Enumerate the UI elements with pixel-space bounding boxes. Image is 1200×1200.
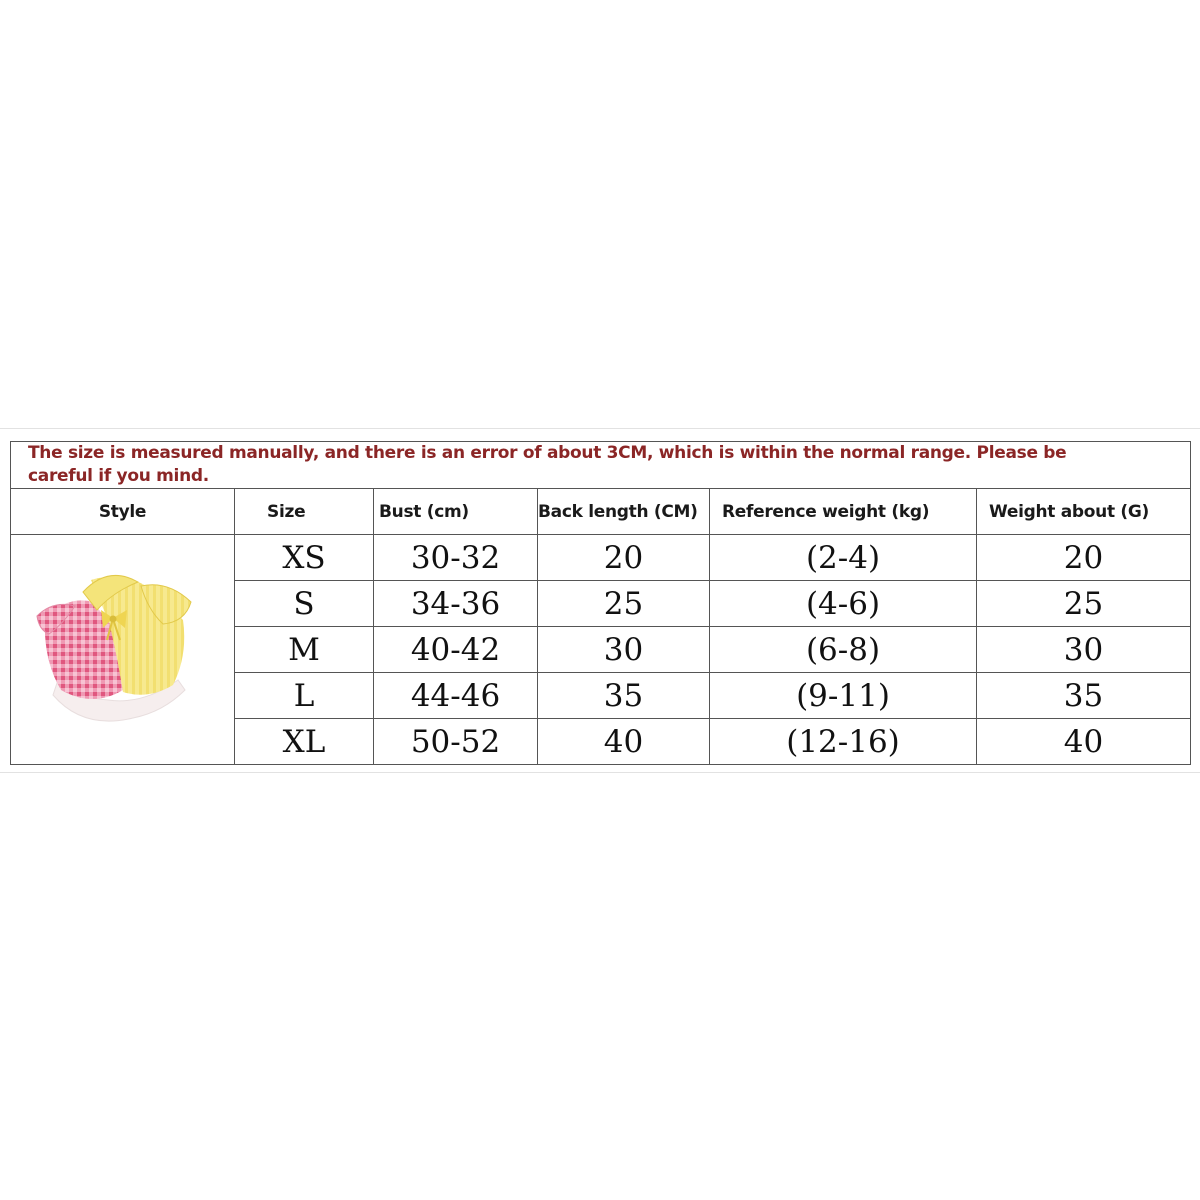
cell-weight: 30	[977, 627, 1191, 673]
header-row	[11, 489, 1191, 535]
cell-reference-weight: (6-8)	[710, 627, 977, 673]
cell-bust: 50-52	[374, 719, 538, 765]
column-header-size	[235, 489, 374, 535]
cell-size: L	[235, 673, 374, 719]
size-notice-text: The size is measured manually, and there is an error of about 3CM, which is within the normal range. Please be careful if you mind.	[28, 443, 1067, 486]
column-header-reference-weight-label: Reference weight (kg)	[722, 501, 930, 522]
column-header-bust-label: Bust (cm)	[379, 501, 469, 522]
column-header-back-length-label: Back length (CM)	[538, 501, 698, 522]
table-row	[11, 535, 1191, 581]
cell-back-length: 30	[538, 627, 710, 673]
cell-reference-weight: (12-16)	[710, 719, 977, 765]
dress-illustration	[13, 540, 233, 760]
cell-weight: 40	[977, 719, 1191, 765]
cell-bust: 34-36	[374, 581, 538, 627]
cell-back-length: 35	[538, 673, 710, 719]
cell-size: XS	[235, 535, 374, 581]
column-header-weight	[977, 489, 1191, 535]
grid-line	[0, 428, 1200, 429]
cell-weight: 35	[977, 673, 1191, 719]
cell-size: XL	[235, 719, 374, 765]
cell-weight: 25	[977, 581, 1191, 627]
cell-back-length: 40	[538, 719, 710, 765]
cell-back-length: 25	[538, 581, 710, 627]
cell-bust: 44-46	[374, 673, 538, 719]
column-header-bust	[374, 489, 538, 535]
cell-bust: 40-42	[374, 627, 538, 673]
grid-line	[0, 772, 1200, 773]
column-header-weight-label: Weight about (G)	[989, 501, 1149, 522]
cell-weight: 20	[977, 535, 1191, 581]
cell-size: M	[235, 627, 374, 673]
column-header-back-length	[538, 489, 710, 535]
cell-bust: 30-32	[374, 535, 538, 581]
cell-reference-weight: (4-6)	[710, 581, 977, 627]
column-header-style	[11, 489, 235, 535]
cell-back-length: 20	[538, 535, 710, 581]
column-header-style-label: Style	[98, 501, 147, 522]
style-image-cell	[11, 535, 235, 765]
notice-cell	[11, 442, 1191, 489]
column-header-size-label: Size	[267, 501, 306, 522]
cell-reference-weight: (2-4)	[710, 535, 977, 581]
size-chart-table	[10, 441, 1191, 765]
column-header-reference-weight	[710, 489, 977, 535]
cell-size: S	[235, 581, 374, 627]
dress-image	[13, 540, 233, 760]
cell-reference-weight: (9-11)	[710, 673, 977, 719]
